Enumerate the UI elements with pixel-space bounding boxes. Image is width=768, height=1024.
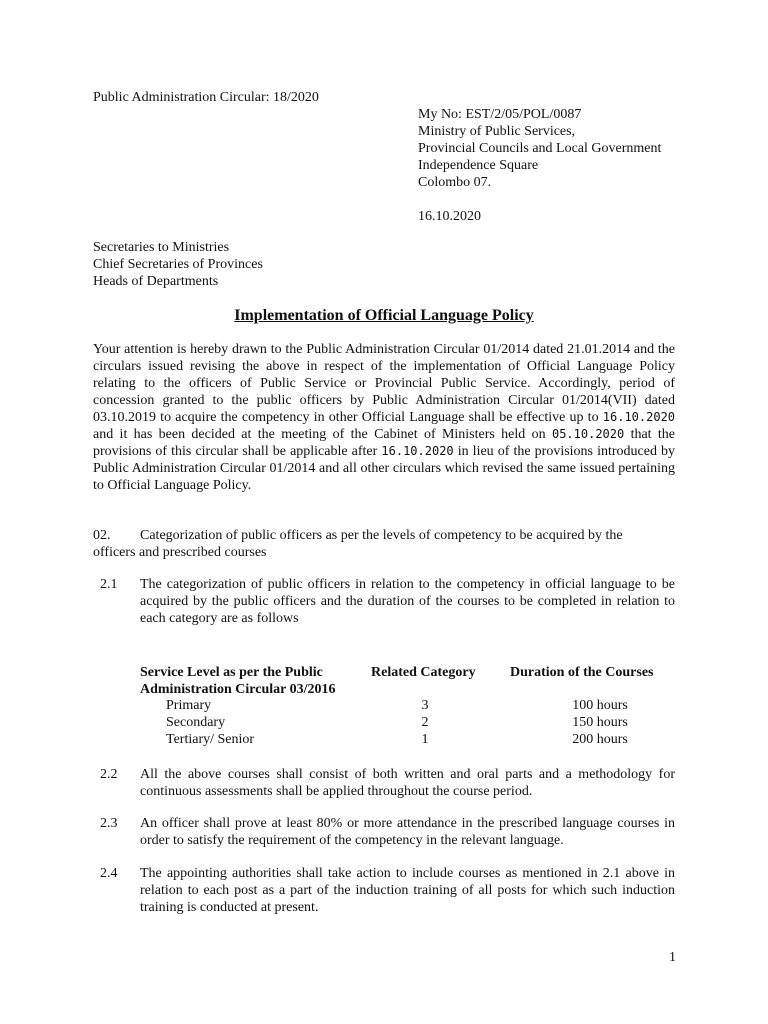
table-row: Tertiary/ Senior 1 200 hours <box>166 732 628 747</box>
recipient: Secretaries to Ministries <box>93 240 230 255</box>
ministry-name-cont: Provincial Councils and Local Government <box>418 141 662 156</box>
sender-block <box>418 106 661 225</box>
intro-paragraph: Your attention is hereby drawn to the Public Administration Circular 01/2014 dated 21.01.2014 and the circulars issued revising the above in respect of the implementation of Official Language Policy relating to the officers of Public Service or Provincial Public Service. Accordingly, period of concession granted to the public officers by Public Administration Circular 01/2014(VII) dated 03.10.2019 to acquire the competency in other Official Language shall be effective up to 16.10.2020 and it has been decided at the meeting of the Cabinet of Ministers held on 05.10.2020 that the provisions of this circular shall be applicable after 16.10.2020 in lieu of the provisions introduced by Public Administration Circular 01/2014 and all other circulars which revised the same issued pertaining to Official Language Policy. <box>93 342 676 493</box>
table-row: Secondary 2 150 hours <box>166 715 628 730</box>
item-number: 2.2 <box>100 767 118 782</box>
table-header-service-level: Service Level as per the Public <box>140 665 323 680</box>
item-text: The appointing authorities shall take action to include courses as mentioned in 2.1 above in relation to each post as a part of the induction training of all posts for which such induction training is conducted at present. <box>140 866 675 915</box>
table-row: Primary 3 100 hours <box>166 698 628 713</box>
item-number: 2.3 <box>100 816 118 831</box>
page-number: 1 <box>669 950 676 965</box>
item-text: All the above courses shall consist of both written and oral parts and a methodology for continuous assessments shall be applied throughout the course period. <box>140 767 675 799</box>
circular-reference: Public Administration Circular: 18/2020 <box>93 90 319 105</box>
ministry-name: Ministry of Public Services, <box>418 124 576 139</box>
document-title: Implementation of Official Language Policy <box>234 307 534 324</box>
item-text: The categorization of public officers in relation to the competency in official language to be acquired by the public officers and the duration of the courses to be completed in relation to each category are as follows <box>140 577 675 626</box>
section-number: 02. <box>93 528 111 543</box>
recipients-block <box>93 239 263 290</box>
item-number: 2.1 <box>100 577 118 592</box>
address-line: Colombo 07. <box>418 175 492 190</box>
table-header-duration: Duration of the Courses <box>510 665 654 680</box>
table-header-service-level-cont: Administration Circular 03/2016 <box>140 682 336 697</box>
recipient: Chief Secretaries of Provinces <box>93 257 263 272</box>
item-text: An officer shall prove at least 80% or more attendance in the prescribed language courses in order to satisfy the requirement of the competency in the relevant language. <box>140 816 675 848</box>
recipient: Heads of Departments <box>93 274 219 289</box>
section-heading-cont: officers and prescribed courses <box>93 545 267 560</box>
address-line: Independence Square <box>418 158 539 173</box>
section-02 <box>93 527 675 561</box>
section-heading: Categorization of public officers as per the levels of competency to be acquired by the <box>140 528 623 543</box>
letter-date: 16.10.2020 <box>418 209 481 224</box>
item-number: 2.4 <box>100 866 118 881</box>
table-header-category: Related Category <box>371 665 476 680</box>
reference-number: My No: EST/2/05/POL/0087 <box>418 107 582 122</box>
